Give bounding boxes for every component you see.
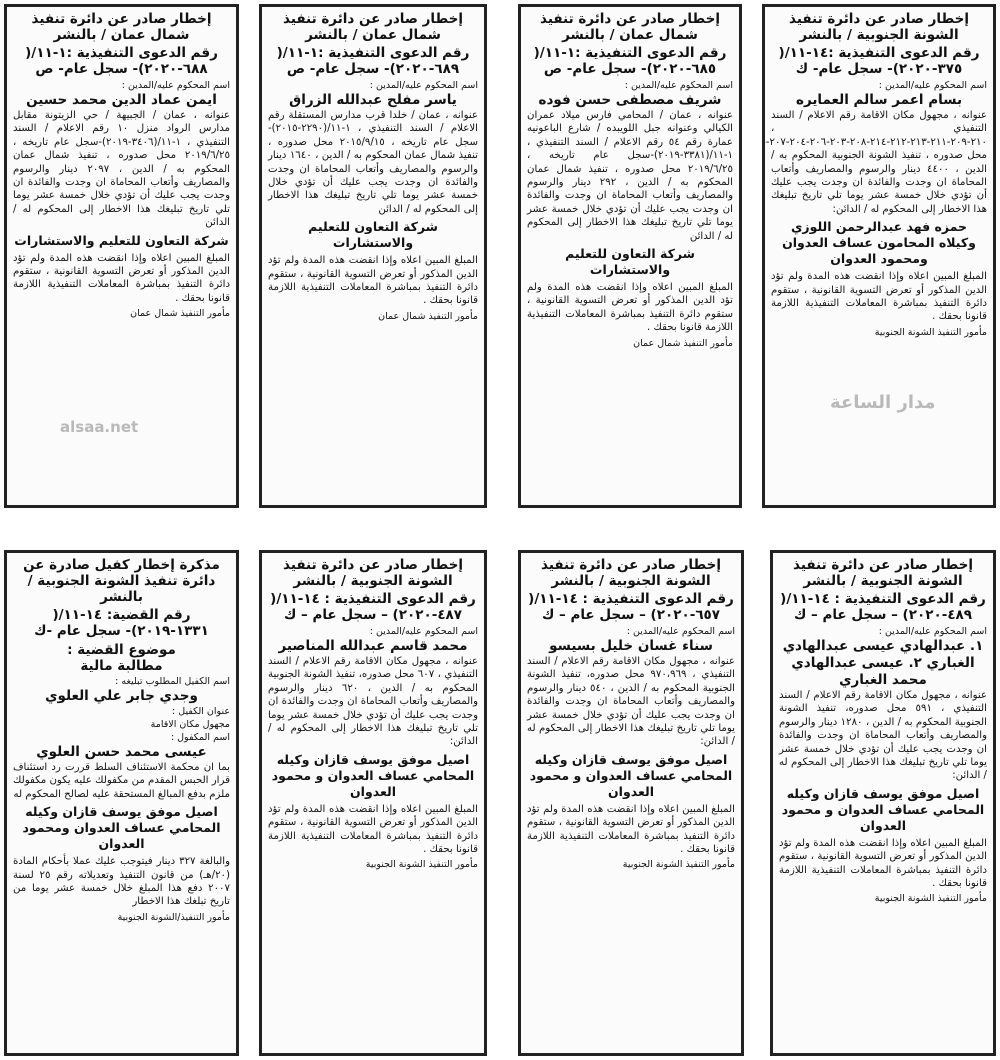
notice-closing: والبالغة ٣٢٧ دينار فيتوجب عليك عملا بأحكام المادة (٢٠/هـ) من قانون التنفيذ وتعديلاته رقم ٢٥ لسنة ٢٠٠٧ دفع هذا المبلغ خلال خمسة عشر يوما من تاريخ تبلغك هذا الاخطار xyxy=(13,856,230,908)
creditor-name: شركة التعاون للتعليم والاستشارات xyxy=(14,232,229,248)
notice-footer: مأمور التنفيذ شمال عمان xyxy=(378,310,478,322)
judged-label: اسم المحكوم عليه/المدين : xyxy=(369,80,478,91)
judged-label: اسم المحكوم عليه/المدين : xyxy=(121,80,230,91)
notice-shouna-489 xyxy=(770,550,996,1056)
notice-closing: المبلغ المبين اعلاه وإذا انقضت هذه المدة ولم تؤد الدين المذكور أو تعرض التسوية القانونية ، ستقوم دائرة التنفيذ بمباشرة المعاملات التنفيذية اللازمة قانونا بحقك . xyxy=(268,255,478,307)
notice-body: عنوانه ، مجهول مكان الاقامة رقم الاعلام / السند التنفيذي ، ٦٠٧ محل صدوره، تنفيذ الشونة الجنوبية المحكوم به / الدين ، ٦٢٠ دينار والرسوم والمصاريف وأتعاب المحاماة ان وجدت والفائدة ان وجدت يجب عليك أن تؤدي خلال خمسة عشر يوما تلي تاريخ تبليغك هذا الاخطار إلى المحكوم له / الدائن: xyxy=(268,656,478,748)
guarantor-label: اسم الكفيل المطلوب تبليغه : xyxy=(115,676,230,687)
notice-title: إخطار صادر عن دائرة تنفيذ الشونة الجنوبية / بالنشر xyxy=(793,557,973,589)
notice-guarantor-1331 xyxy=(4,550,239,1056)
notice-footer: مأمور التنفيذ الشونة الجنوبية xyxy=(622,859,735,871)
judged-name: ايمن عماد الدين محمد حسين xyxy=(26,92,217,108)
notice-closing: المبلغ المبين اعلاه وإذا انقضت هذه المدة ولم تؤد الدين المذكور أو تعرض التسوية القانونية ، ستقوم دائرة التنفيذ بمباشرة المعاملات التنفيذية اللازمة قانونا بحقك . xyxy=(527,803,735,856)
judged-name: بسام اعمر سالم العمايره xyxy=(795,92,963,108)
notice-footer: مأمور التنفيذ شمال عمان xyxy=(130,308,230,320)
case-number: رقم الدعوى التنفيذية : ١٤-١١/( ٤٨٧-٢٠٢٠) – سجل عام – ك xyxy=(270,591,476,623)
creditor-name: شركة التعاون للتعليم والاستشارات xyxy=(308,219,438,251)
judged-name: سناء غسان خليل بسيسو xyxy=(549,638,713,654)
notice-footer: مأمور التنفيذ شمال عمان xyxy=(633,337,733,349)
guaranteed-label: اسم المكفول : xyxy=(170,732,230,743)
guaranteed-name: عيسى محمد حسن العلوي xyxy=(36,744,207,760)
judged-name: محمد قاسم عبدالله المناصير xyxy=(278,638,468,654)
notice-body: عنوانه ، مجهول مكان الاقامة رقم الاعلام / السند التنفيذي ، ٩٧٠،٩٦٩ محل صدوره، تنفيذ الشونة الجنوبية المحكوم به / الدين ، ٥٤٠ دينار والرسوم والمصاريف وأتعاب المحاماة ان وجدت والفائدة ان وجدت يجب عليك أن تؤدي خلال خمسة عشر يوما تلي تاريخ تبليغك هذا الاخطار إلى المحكوم له / الدائن: xyxy=(527,656,736,748)
notice-shouna-657 xyxy=(518,550,744,1056)
notice-title: إخطار صادر عن دائرة تنفيذ الشونة الجنوبية / بالنشر xyxy=(283,557,463,589)
notice-title: إخطار صادر عن دائرة تنفيذ شمال عمان / بالنشر xyxy=(283,11,463,43)
watermark-en: alsaa.net xyxy=(60,418,139,436)
case-number: رقم الدعوى التنفيذية :١-١١/( ٦٨٩-٢٠٢٠)- سجل عام- ص xyxy=(276,45,470,77)
judged-name: ياسر مفلح عبدالله الزراق xyxy=(289,92,457,108)
creditor-name: حمزه فهد عبدالرحمن اللوزي وكيلاه المحامون عساف العدوان ومحمود العدوان xyxy=(782,219,976,267)
case-number: رقم الدعوى التنفيذية :١-١١/( ٦٨٨-٢٠٢٠)- سجل عام- ص xyxy=(25,45,218,77)
judged-label: اسم المحكوم عليه/المدين : xyxy=(369,626,478,637)
judged-label: اسم المحكوم عليه/المدين : xyxy=(624,80,733,91)
notice-body: عنوانه ، عمان / الجبيهة / حي الزيتونة مقابل مدارس الرواد منزل ١٠ رقم الاعلام / السند التنفيذي ، ١-١١/(٣٤٠٦-٢٠١٩)-سجل عام تاريخه ، ٢٠١٩/٦/٢٥ محل صدوره ، تنفيذ شمال عمان المحكوم به / الدين ، ٢٠٩٧ دينار والرسوم والمصاريف وأتعاب المحاماة ان وجدت والفائدة ان وجدت يجب عليك أن تؤدي خلال خمسة عشر يوما تلي تاريخ تبليغك هذا الاخطار إلى المحكوم له / الدائن xyxy=(13,110,230,229)
watermark-ar: مدار الساعة xyxy=(830,392,936,413)
creditor-name: اصيل موفق يوسف قازان وكيله المحامي عساف العدوان و محمود العدوان xyxy=(529,751,733,799)
notice-footer: مأمور التنفيذ/الشونة الجنوبية xyxy=(117,911,230,923)
notice-closing: المبلغ المبين اعلاه وإذا انقضت هذه المدة ولم تؤد الدين المذكور أو تعرض التسوية القانونية ، ستقوم دائرة التنفيذ بمباشرة المعاملات التنفيذية اللازمة قانونا بحقك . xyxy=(268,803,478,856)
notice-shouna-375 xyxy=(762,4,996,508)
notice-body: عنوانه ، عمان / المحامي فارس ميلاد عمران الكيالي وعنوانه جبل اللويبده / شارع الباعونيه عمارة رقم ٥٤ رقم الاعلام / السند التنفيذي ، ١-١١/(٣٣٨١-٢٠١٩)-سجل عام تاريخه ، ٢٠١٩/٦/٢٥ محل صدوره ، تنفيذ شمال عمان المحكوم به / الدين ، ٢٩٢ دينار والرسوم والمصاريف وأتعاب المحاماة ان وجدت والفائدة ان وجدت يجب عليك أن تؤدي خلال خمسة عشر يوما تلي تاريخ تبليغك هذا الاخطار إلى المحكوم له / الدائن xyxy=(527,110,733,242)
case-number: رقم الدعوى التنفيذية :١٤-١١/( ٣٧٥-٢٠٢٠)- سجل عام- ك xyxy=(778,45,980,77)
address-value: مجهول مكان الاقامة xyxy=(150,719,230,730)
notice-title: إخطار صادر عن دائرة تنفيذ الشونة الجنوبية / بالنشر xyxy=(789,11,969,43)
address-label: عنوان الكفيل : xyxy=(172,706,230,717)
creditor-name: شركة التعاون للتعليم والاستشارات xyxy=(565,246,695,278)
guarantor-name: وجدي جابر علي العلوي xyxy=(45,688,198,704)
notice-body: بما ان محكمة الاستئناف السلط قررت رد استئناف قرار الحبس المقدم من مكفولك عليه يكون مكفولك ملزم بدفع المبالغ المستحقة عليه لصالح المحكوم له xyxy=(13,762,230,800)
notice-shouna-487 xyxy=(259,550,487,1056)
judged-name: شريف مصطفى حسن فوده xyxy=(538,92,722,108)
creditor-name: اصيل موفق يوسف قازان وكيله المحامي عساف العدوان ومحمود العدوان xyxy=(22,804,221,852)
notice-body: عنوانه ، عمان / خلدا قرب مدارس المستقلة رقم الاعلام / السند التنفيذي ، ١-١١/(٢٢٩٠-٢٠١٥)-سجل عام تاريخه ، ٢٠١٥/٩/١٥ محل صدوره ، تنفيذ شمال عمان المحكوم به / الدين ، ١٦٤٠ دينار والرسوم والمصاريف وأتعاب المحاماة ان وجدت والفائدة ان وجدت يجب عليك أن تؤدي خلال خمسة عشر يوما تلي تاريخ تبليغك هذا الاخطار إلى المحكوم له / الدائن xyxy=(268,110,478,215)
notice-body: عنوانه ، مجهول مكان الاقامة رقم الاعلام / السند التنفيذي ، ٢١٠-٢٠٩-٢١١-٢١٣-٢١٢-٢١٤-٢٠٨-٢٠٣-٢٠٦-٢٠٤-٢٠٧- محل صدوره ، تنفيذ الشونة الجنوبية المحكوم به / الدين ، ٤٤٠٠ دينار والرسوم والمصاريف وأتعاب المحاماة ان وجدت والفائدة ان وجدت يجب عليك أن تؤدي خلال خمسة عشر يوما تلي تاريخ تبليغك هذا الاخطار إلى المحكوم له / الدائن: xyxy=(765,110,988,215)
notice-closing: المبلغ المبين اعلاه وإذا انقضت هذه المدة ولم تؤد الدين المذكور أو تعرض التسوية القانونية ، ستقوم دائرة التنفيذ بمباشرة المعاملات التنفيذية اللازمة قانونا بحقك . xyxy=(13,252,230,304)
case-number: رقم الدعوى التنفيذية : ١٤-١١/( ٤٨٩-٢٠٢٠) – سجل عام – ك xyxy=(780,591,986,623)
judged-label: اسم المحكوم عليه/المدين : xyxy=(878,80,987,91)
notice-title: مذكرة إخطار كفيل صادرة عن دائرة تنفيذ الشونة الجنوبية / بالنشر xyxy=(23,557,220,605)
judged-name: ١. عبدالهادي عيسى عبدالهادي الغباري ٢. عيسى عبدالهادي محمد الغباري xyxy=(782,638,984,688)
notice-north-amman-685 xyxy=(518,4,742,508)
case-number: رقم القضية: ١٤-١١/( ١٣٣١-٢٠١٩)- سجل عام -ك xyxy=(34,607,209,639)
creditor-name: اصيل موفق يوسف قازان وكيله المحامي عساف العدوان و محمود العدوان xyxy=(271,751,475,799)
notice-closing: المبلغ المبين اعلاه وإذا انقضت هذه المدة ولم تؤد الدين المذكور أو تعرض التسوية القانونية ، ستقوم دائرة التنفيذ بمباشرة المعاملات التنفيذية اللازمة قانونا بحقك . xyxy=(527,282,733,334)
case-number: رقم الدعوى التنفيذية : ١٤-١١/( ٦٥٧-٢٠٢٠) – سجل عام – ك xyxy=(528,591,734,623)
notice-body: عنوانه ، مجهول مكان الاقامة رقم الاعلام / السند التنفيذي ، ٥٩١ محل صدوره، تنفيذ الشونة الجنوبية المحكوم به / الدين ، ١٢٨٠ دينار والرسوم والمصاريف وأتعاب المحاماة ان وجدت والفائدة ان وجدت يجب عليك أن تؤدي خلال خمسة عشر يوما تلي تاريخ تبليغك هذا الاخطار إلى المحكوم له / الدائن: xyxy=(779,690,987,782)
case-subject: مطالبة مالية xyxy=(80,658,163,674)
notice-title: إخطار صادر عن دائرة تنفيذ شمال عمان / بالنشر xyxy=(540,11,720,43)
subject-label: موضوع القضية : xyxy=(67,642,176,658)
notice-footer: مأمور التنفيذ الشونة الجنوبية xyxy=(874,893,987,905)
judged-label: اسم المحكوم عليه/المدين : xyxy=(878,626,987,637)
case-number: رقم الدعوى التنفيذية :١-١١/( ٦٨٥-٢٠٢٠)- سجل عام- ص xyxy=(533,45,727,77)
notice-footer: مأمور التنفيذ الشونة الجنوبية xyxy=(365,859,478,871)
notice-title: إخطار صادر عن دائرة تنفيذ الشونة الجنوبية / بالنشر xyxy=(541,557,721,589)
notice-closing: المبلغ المبين اعلاه وإذا انقضت هذه المدة ولم تؤد الدين المذكور أو تعرض التسوية القانونية ، ستقوم دائرة التنفيذ بمباشرة المعاملات التنفيذية اللازمة قانونا بحقك . xyxy=(771,271,987,323)
notice-north-amman-688 xyxy=(4,4,239,508)
creditor-name: اصيل موفق يوسف قازان وكيله المحامي عساف العدوان و محمود العدوان xyxy=(781,785,985,833)
notice-closing: المبلغ المبين اعلاه وإذا انقضت هذه المدة ولم تؤد الدين المذكور أو تعرض التسوية القانونية ، ستقوم دائرة التنفيذ بمباشرة المعاملات التنفيذية اللازمة قانونا بحقك . xyxy=(779,837,987,890)
notice-footer: مأمور التنفيذ الشونة الجنوبية xyxy=(874,326,987,338)
judged-label: اسم المحكوم عليه/المدين : xyxy=(626,626,735,637)
notice-north-amman-689 xyxy=(259,4,487,508)
notice-title: إخطار صادر عن دائرة تنفيذ شمال عمان / بالنشر xyxy=(31,11,212,43)
